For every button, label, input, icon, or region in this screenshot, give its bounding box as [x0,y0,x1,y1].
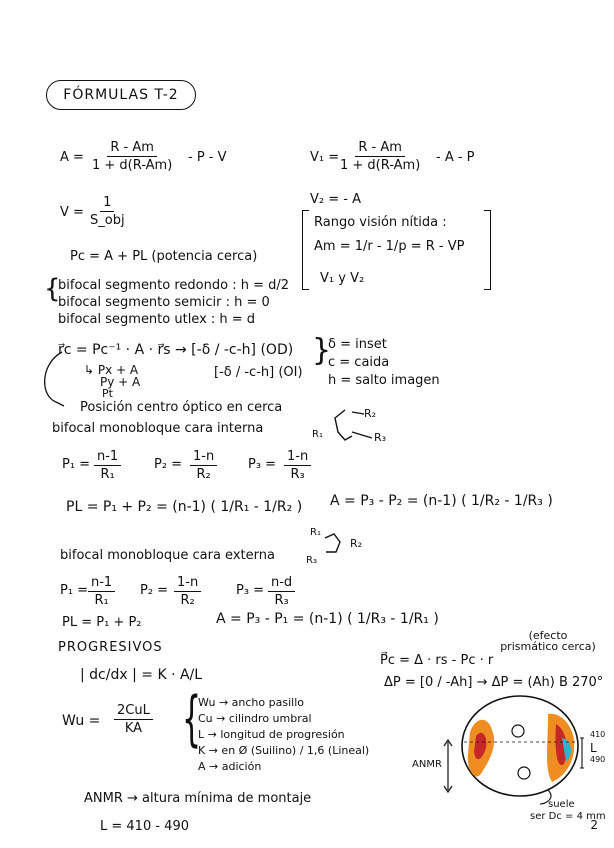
r2-label-ext: R₂ [350,537,363,550]
param-caida: c = caida [328,355,390,370]
progresivos-heading: PROGRESIVOS [58,640,163,655]
formula-pc: Pc = A + PL (potencia cerca) [70,249,258,264]
formula-py: Py + A [100,375,141,389]
monobloque-interna: bifocal monobloque cara interna [52,421,264,436]
r3-label-ext: R₃ [306,555,317,566]
ser-label: ser Dc = 4 mm [530,811,606,822]
suele-label: suele [548,799,575,810]
monobloque-externa: bifocal monobloque cara externa [60,548,275,563]
rango-v: V₁ y V₂ [320,271,365,286]
formula-v1-left: V₁ = [310,150,340,165]
formula-v-num: 1 [100,196,114,212]
pl-internal: PL = P₁ + P₂ = (n-1) ( 1/R₁ - 1/R₂ ) [66,499,303,515]
curved-arrow [45,352,64,406]
wu-item-3: L → longitud de progresión [198,728,345,741]
wu-brace: { [182,684,202,754]
p1e-den: R₁ [94,593,109,608]
a-external: A = P₃ - P₁ = (n-1) ( 1/R₃ - 1/R₁ ) [216,611,439,627]
formula-pc-vector: P⃗c = Δ · rs - Pc · r [380,653,494,668]
l-range: L = 410 - 490 [100,819,189,834]
length-bracket [580,738,584,768]
wu-left: Wu = [62,713,101,729]
p1e-left: P₁ = [60,583,89,598]
params-brace: } [312,333,332,368]
p1-den: R₁ [100,467,115,482]
lens-arrows-int [352,412,372,438]
page-title: FÓRMULAS T-2 [46,80,196,110]
p1-num: n-1 [94,450,121,466]
rango-title: Rango visión nítida : [314,215,447,230]
p2-num: 1-n [190,450,217,466]
p2-left: P₂ = [154,457,183,472]
bifocal-utlex: bifocal segmento utlex : h = d [58,312,256,327]
p2-den: R₂ [196,467,211,482]
p2e-left: P₂ = [140,583,169,598]
formula-dcdx: | dc/dx | = K · A/L [80,667,203,683]
wu-item-4: K → en Ø (Suilino) / 1,6 (Lineal) [198,744,370,757]
lens-sketch-ext [325,534,340,552]
formula-a-tail: - P - V [188,150,227,165]
param-salto: h = salto imagen [328,373,440,388]
length-label: L [590,741,597,755]
anmr-arrow-icon [444,740,452,792]
p2e-num: 1-n [174,576,201,592]
anmr-label: ANMR [412,759,442,770]
lens-diagram [462,696,584,804]
pl-external: PL = P₁ + P₂ [62,615,142,630]
r1-label-ext: R₁ [310,527,321,538]
param-delta: δ = inset [328,337,387,352]
wu-den: KA [124,721,143,736]
formula-pt: Pt [102,387,113,400]
formula-v2: V₂ = - A [310,192,361,207]
wu-item-1: Wu → ancho pasillo [198,696,304,709]
p2e-den: R₂ [180,593,195,608]
lens-sketch-int [335,410,352,440]
r3-label-int: R₃ [374,431,387,444]
wu-num: 2CuL [114,704,153,720]
formula-v1-den: 1 + d(R-Am) [340,158,421,173]
r2-label-int: R₂ [364,407,377,420]
page-number: 2 [590,818,598,832]
bifocal-brace: { [44,274,61,304]
p3e-den: R₃ [274,593,289,608]
wu-item-5: A → adición [198,760,262,773]
p3e-num: n-d [268,576,295,592]
p3-den: R₃ [290,467,305,482]
a-internal: A = P₃ - P₂ = (n-1) ( 1/R₂ - 1/R₃ ) [330,493,553,509]
formula-v1-num: R - Am [355,141,405,157]
p3-num: 1-n [284,450,311,466]
p1-left: P₁ = [62,457,91,472]
formula-a-left: A = [60,150,84,165]
formula-rc: r⃗c = Pc⁻¹ · A · r⃗s → [-δ / -c-h] (OD) [58,342,294,358]
formula-v-den: S_obj [90,213,125,228]
p1e-num: n-1 [88,576,115,592]
bifocal-semicir: bifocal segmento semicir : h = 0 [58,295,270,310]
p3e-left: P₃ = [236,583,265,598]
anmr-definition: ANMR → altura mínima de montaje [84,791,312,806]
formula-rc-oi: [-δ / -c-h] (OI) [214,365,303,380]
range-bottom-label: 490 [590,755,606,764]
rango-am: Am = 1/r - 1/p = R - VP [314,239,465,254]
r1-label-int: R₁ [312,429,323,440]
formula-delta-p: ΔP = [0 / -Ah] → ΔP = (Ah) B 270° [384,675,604,690]
efecto-prismatico: (efecto prismático cerca) [500,629,596,653]
range-top-label: 410 [590,730,606,739]
bifocal-redondo: bifocal segmento redondo : h = d/2 [58,278,290,293]
p3-left: P₃ = [248,457,277,472]
formula-a-num: R - Am [107,141,157,157]
formula-v1-tail: - A - P [436,150,475,165]
formula-a-den: 1 + d(R-Am) [92,158,173,173]
formula-v-left: V = [60,205,84,220]
formula-px: ↳ Px + A [84,363,139,377]
posicion-centro: Posición centro óptico en cerca [80,400,283,415]
wu-item-2: Cu → cilindro umbral [198,712,312,725]
